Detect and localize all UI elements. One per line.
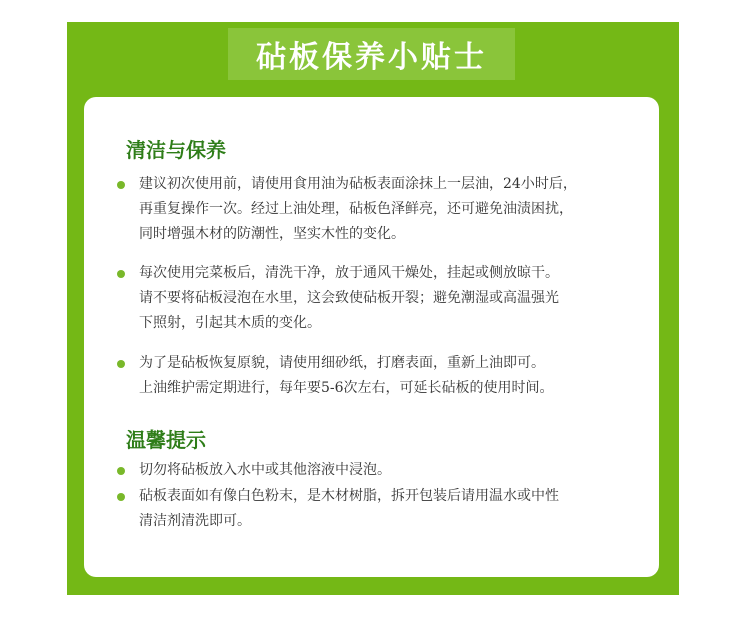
list-item-line: 同时增强木材的防潮性，坚实木性的变化。 [139,226,405,242]
title-banner [228,28,515,80]
bullet-icon [117,467,125,475]
list-item-line: 清洁剂清洗即可。 [139,513,251,529]
list-item-line: 上油维护需定期进行，每年要5-6次左右，可延长砧板的使用时间。 [139,380,554,396]
list-item-tip-2 [139,484,629,534]
list-item-line: 砧板表面如有像白色粉末，是木材树脂，拆开包装后请用温水或中性 [139,488,559,504]
tips-card [84,97,659,577]
bullet-icon [117,493,125,501]
list-item-cleaning-2 [139,261,629,336]
section-heading-cleaning: 清洁与保养 [126,138,226,162]
list-item-line: 每次使用完菜板后，清洗干净，放于通风干燥处，挂起或侧放晾干。 [139,265,559,281]
list-item-tip-1 [139,458,629,483]
list-item-line: 下照射，引起其木质的变化。 [139,315,321,331]
list-item-line: 切勿将砧板放入水中或其他溶液中浸泡。 [139,462,391,478]
list-item-line: 建议初次使用前，请使用食用油为砧板表面涂抹上一层油，24小时后， [139,176,577,192]
bullet-icon [117,360,125,368]
bullet-icon [117,181,125,189]
list-item-cleaning-3 [139,351,629,401]
bullet-icon [117,270,125,278]
page-title: 砧板保养小贴士 [256,40,487,75]
section-heading-tips: 温馨提示 [126,428,206,452]
list-item-line: 为了是砧板恢复原貌，请使用细砂纸，打磨表面，重新上油即可。 [139,355,545,371]
list-item-cleaning-1 [139,172,629,247]
list-item-line: 再重复操作一次。经过上油处理，砧板色泽鲜亮，还可避免油渍困扰， [139,201,573,217]
list-item-line: 请不要将砧板浸泡在水里，这会致使砧板开裂；避免潮湿或高温强光 [139,290,559,306]
